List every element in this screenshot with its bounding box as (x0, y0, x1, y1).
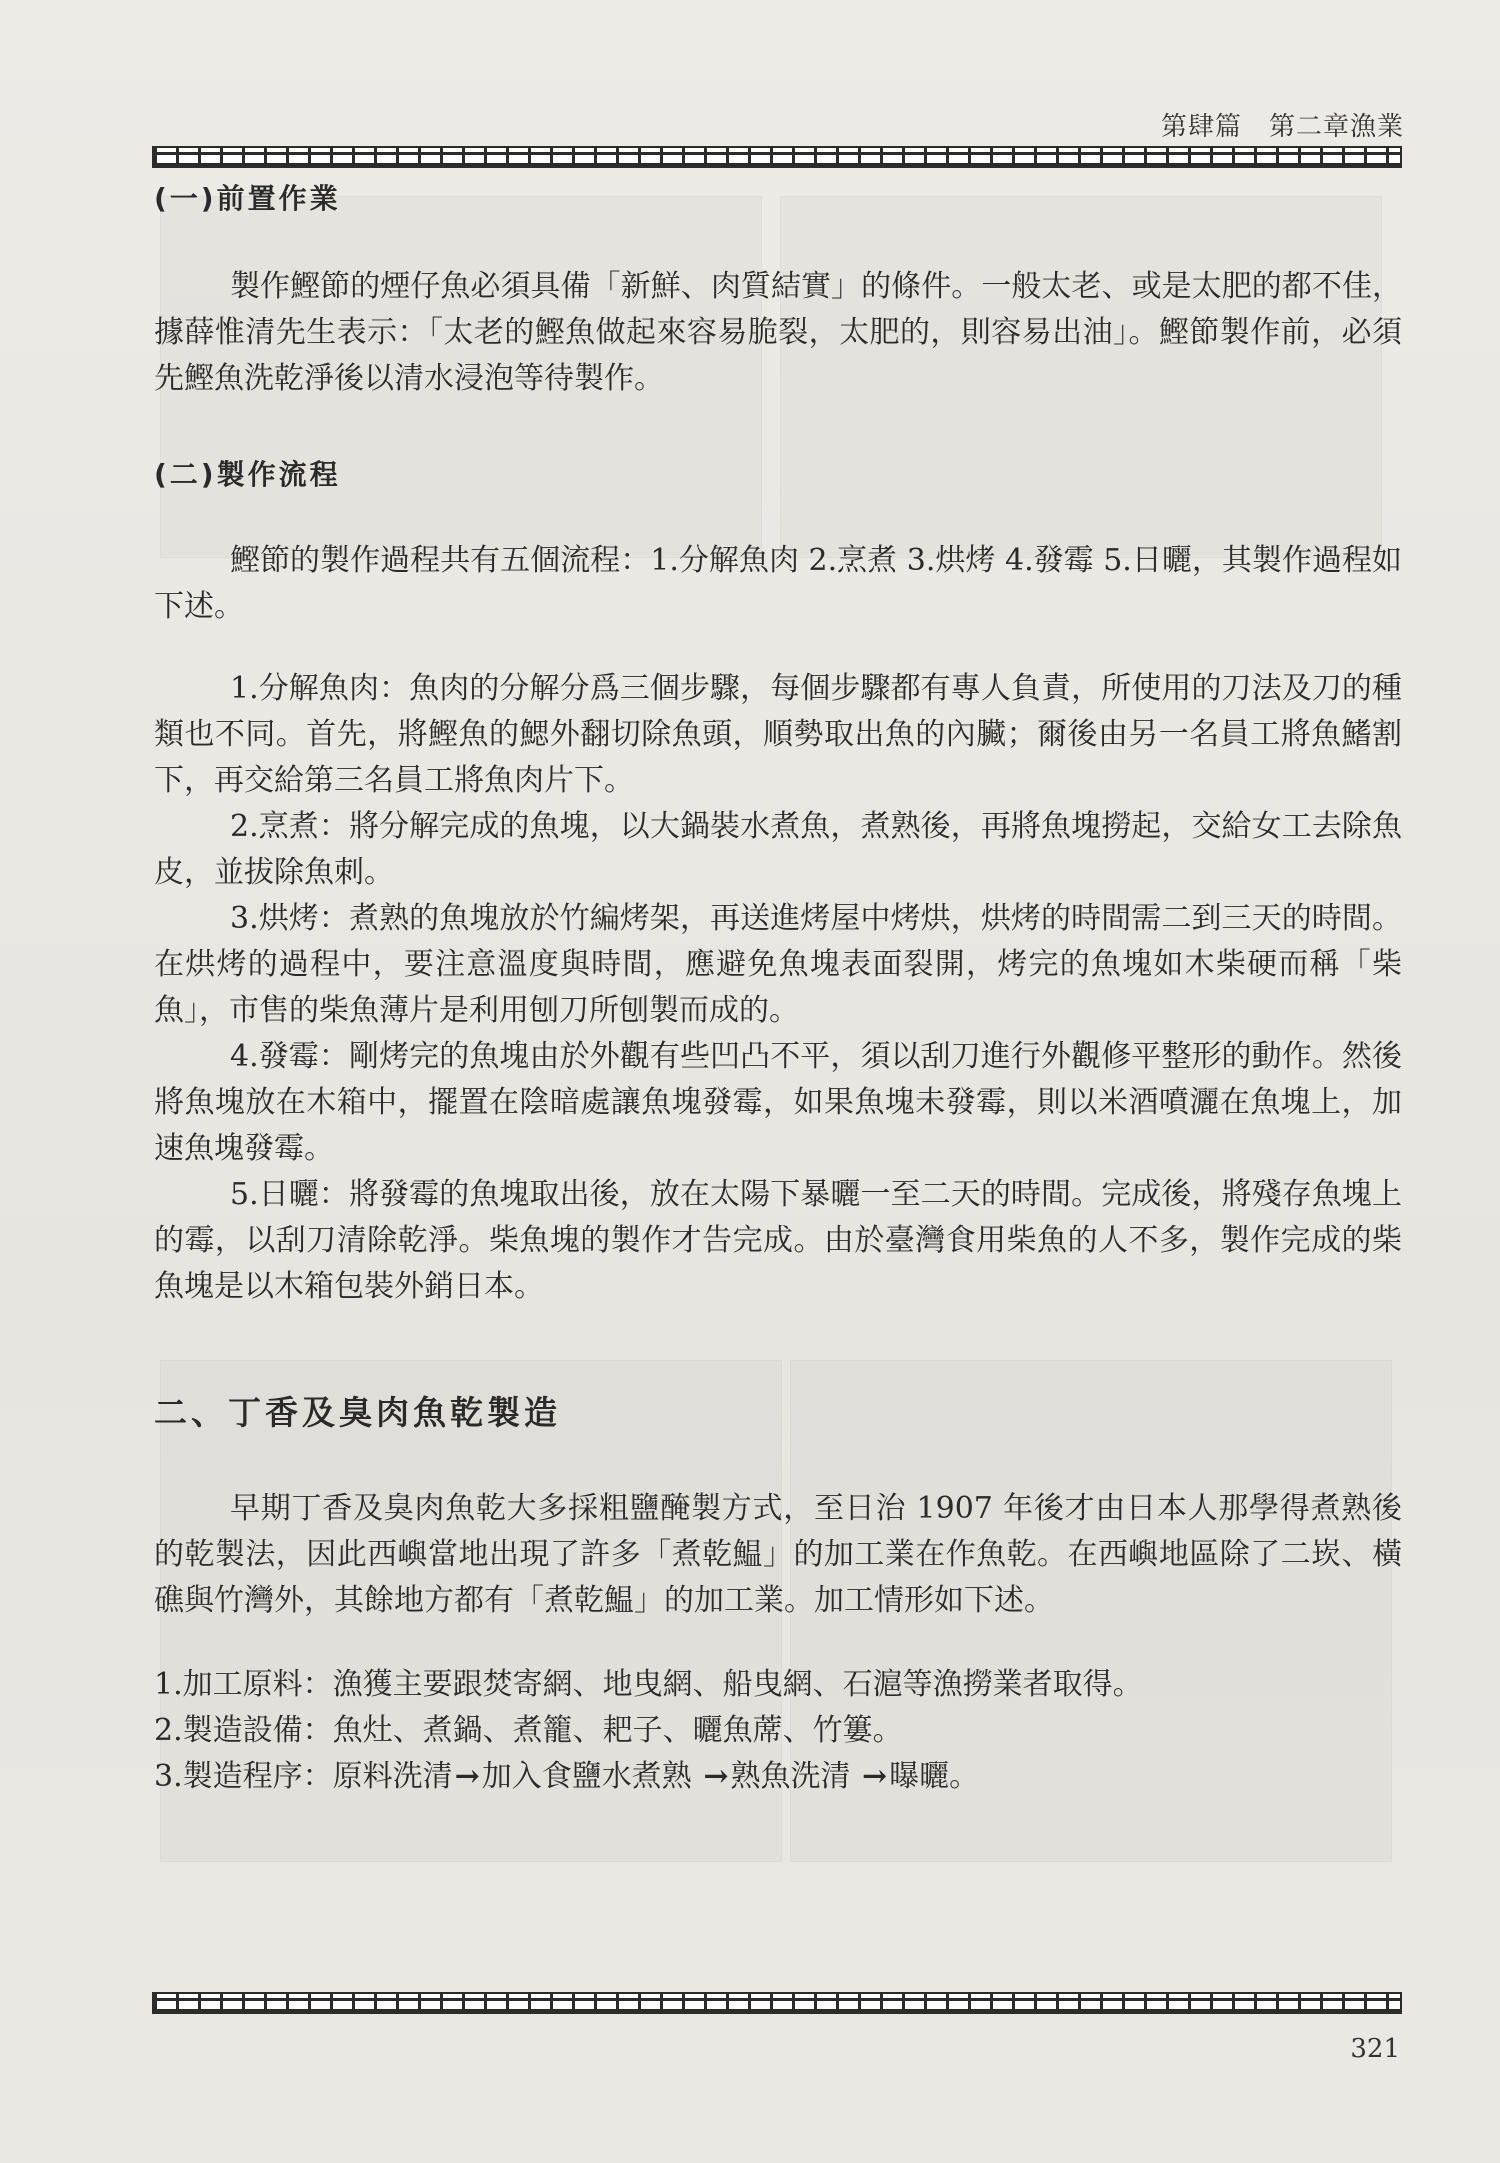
running-header: 第肆篇 第二章漁業 (1160, 112, 1404, 142)
process-step-5: 5.日曬：將發霉的魚塊取出後，放在太陽下暴曬一至二天的時間。完成後，將殘存魚塊上的霉，以刮刀清除乾淨。柴魚塊的製作才告完成。由於臺灣食用柴魚的人不多，製作完成的柴魚塊是以木箱包裝外銷日本。 (154, 1177, 1402, 1304)
process-step-3: 3.烘烤：煮熟的魚塊放於竹編烤架，再送進烤屋中烤烘，烘烤的時間需二到三天的時間。在烘烤的過程中，要注意溫度與時間，應避免魚塊表面裂開，烤完的魚塊如木柴硬而稱「柴魚」，市售的柴魚薄片是利用刨刀所刨製而成的。 (154, 901, 1402, 1028)
prep-heading: (一)前置作業 (154, 182, 341, 215)
procedure-step-dry: 曝曬。 (889, 1759, 980, 1794)
list-item-equipment: 2.製造設備：魚灶、煮鍋、煮籠、耙子、曬魚蓆、竹簍。 (154, 1713, 903, 1748)
process-intro: 鰹節的製作過程共有五個流程：1.分解魚肉 2.烹煮 3.烘烤 4.發霉 5.日曬，其製作過程如下述。 (154, 543, 1402, 624)
dried-fish-heading: 二、丁香及臭肉魚乾製造 (154, 1393, 561, 1432)
arrow-right-icon: → (862, 1759, 888, 1794)
main-content (154, 176, 1402, 1800)
arrow-right-icon: → (703, 1759, 729, 1794)
process-step-4: 4.發霉：剛烤完的魚塊由於外觀有些凹凸不平，須以刮刀進行外觀修平整形的動作。然後將魚塊放在木箱中，擺置在陰暗處讓魚塊發霉，如果魚塊未發霉，則以米酒噴灑在魚塊上，加速魚塊發霉。 (154, 1039, 1402, 1166)
fret-border-bottom (152, 1992, 1402, 2014)
dried-fish-paragraph: 早期丁香及臭肉魚乾大多採粗鹽醃製方式，至日治 1907 年後才由日本人那學得煮熟後的乾製法，因此西嶼當地出現了許多「煮乾鰛」的加工業在作魚乾。在西嶼地區除了二崁、橫礁與竹灣外，其餘地方都有「煮乾鰛」的加工業。加工情形如下述。 (154, 1491, 1402, 1618)
procedure-step-rinse: 熟魚洗清 (730, 1759, 851, 1794)
procedure-label: 3.製造程序： (154, 1759, 333, 1794)
process-step-1: 1.分解魚肉：魚肉的分解分爲三個步驟，每個步驟都有專人負責，所使用的刀法及刀的種類也不同。首先，將鰹魚的鰓外翻切除魚頭，順勢取出魚的內臟；爾後由另一名員工將魚鰭割下，再交給第三名員工將魚肉片下。 (154, 671, 1402, 798)
process-heading: (二)製作流程 (154, 458, 341, 491)
list-item-raw-material: 1.加工原料：漁獲主要跟焚寄網、地曳網、船曳網、石滬等漁撈業者取得。 (154, 1667, 1143, 1702)
fret-border-top (152, 146, 1402, 168)
list-item-procedure (154, 1754, 1402, 1800)
procedure-step-wash: 原料洗清 (332, 1759, 453, 1794)
page-number: 321 (1350, 2034, 1400, 2064)
process-step-2: 2.烹煮：將分解完成的魚塊，以大鍋裝水煮魚，煮熟後，再將魚塊撈起，交給女工去除魚皮，並拔除魚刺。 (154, 809, 1402, 890)
procedure-step-boil: 加入食鹽水煮熟 (481, 1759, 692, 1794)
arrow-right-icon: → (454, 1759, 480, 1794)
prep-paragraph: 製作鰹節的煙仔魚必須具備「新鮮、肉質結實」的條件。一般太老、或是太肥的都不佳，據薛惟清先生表示：「太老的鰹魚做起來容易脆裂，太肥的，則容易出油」。鰹節製作前，必須先鰹魚洗乾淨後以清水浸泡等待製作。 (154, 269, 1402, 396)
